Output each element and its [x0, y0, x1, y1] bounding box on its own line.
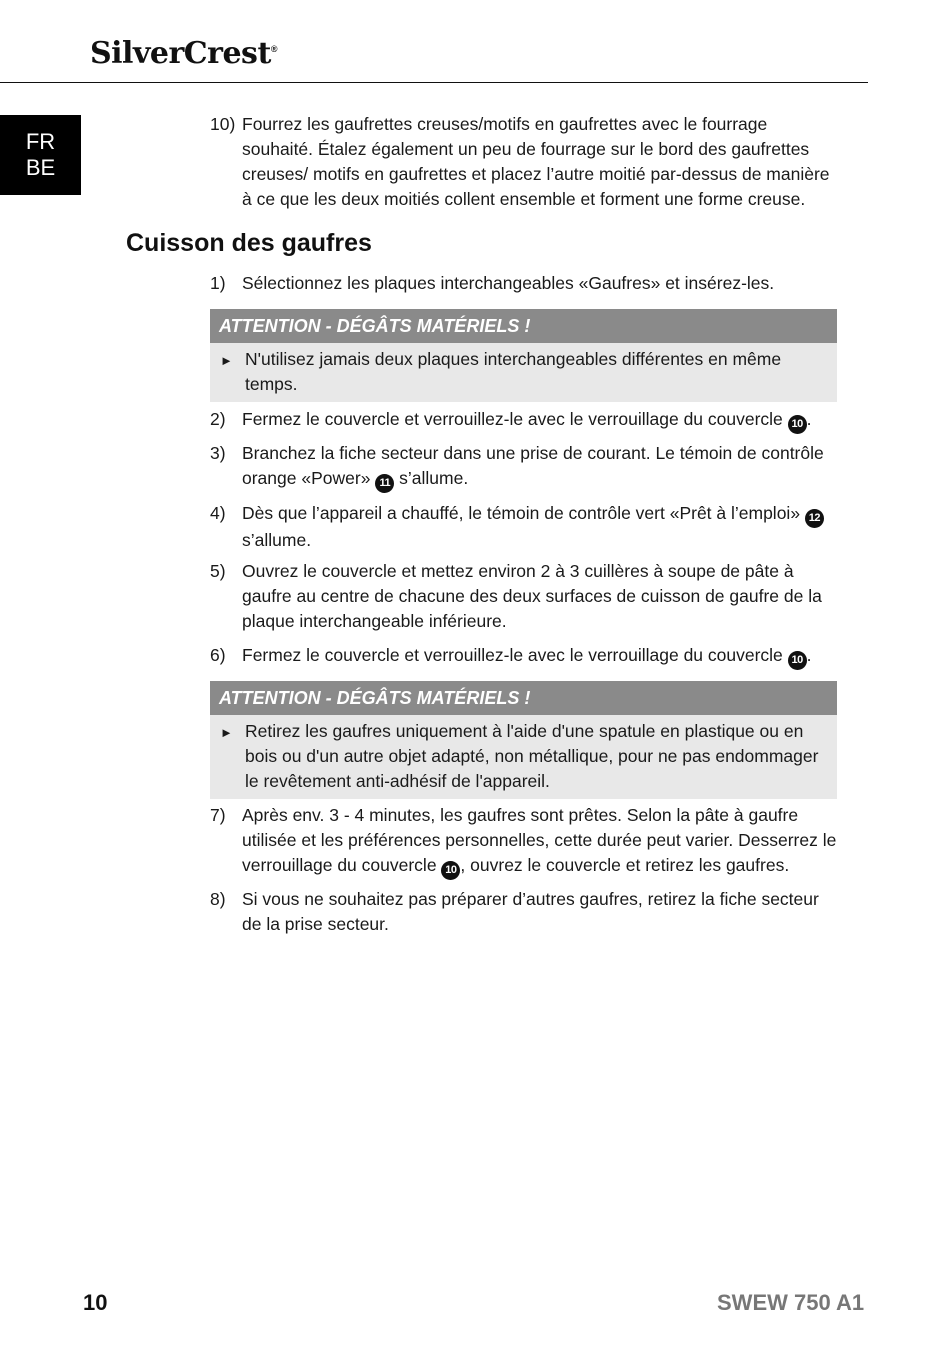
- reference-number-badge: 11: [375, 474, 394, 493]
- step-text-part: .: [806, 645, 812, 665]
- step-text: Ouvrez le couvercle et mettez environ 2 à 3 cuillères à soupe de pâte à gaufre au centre de chacune des deux surfaces de cuisson de gaufre de la plaque interchangeable inférieure.: [242, 561, 822, 631]
- model-number: SWEW 750 A1: [717, 1290, 865, 1315]
- step-text: [242, 501, 840, 553]
- brand-name: SilverCrest: [90, 36, 271, 71]
- bullet-arrow-icon: ►: [220, 353, 233, 368]
- step-number: 2): [210, 409, 226, 429]
- step-5: [210, 559, 840, 634]
- step-number: 10): [210, 114, 236, 134]
- reference-number-badge: 12: [805, 509, 824, 528]
- step-text-part: , ouvrez le couvercle et retirez les gaufres.: [460, 855, 790, 875]
- bullet-arrow-icon: ►: [220, 725, 233, 740]
- warning-body: [210, 343, 837, 402]
- step-7: [210, 803, 840, 880]
- step-6: [210, 643, 840, 670]
- language-tab: [0, 115, 81, 195]
- step-text: [242, 803, 840, 880]
- step-number: 7): [210, 805, 226, 825]
- step-text-part: Dès que l’appareil a chauffé, le témoin de contrôle vert «Prêt à l’emploi»: [242, 503, 805, 523]
- warning-body: [210, 715, 837, 799]
- reference-number-badge: 10: [788, 415, 807, 434]
- step-number: 1): [210, 273, 226, 293]
- warning-text: Retirez les gaufres uniquement à l'aide d'une spatule en plastique ou en bois ou d'un autre objet adapté, non métallique, pour ne pas endommager le revêtement anti-adhésif de l'appareil.: [245, 721, 819, 791]
- warning-box: [210, 681, 837, 799]
- step-text-part: Après env. 3 - 4 minutes, les gaufres sont prêtes. Selon la pâte à gaufre utilisée et les préférences personnelles, cette durée peut varier. Desserrez le verrouillage du couvercle: [242, 805, 837, 875]
- brand-logo: [90, 36, 277, 71]
- header-divider: [0, 82, 868, 83]
- step-text-part: Fermez le couvercle et verrouillez-le avec le verrouillage du couvercle: [242, 645, 788, 665]
- step-text-part: s’allume.: [242, 530, 312, 550]
- section-title: Cuisson des gaufres: [126, 229, 372, 257]
- step-number: 8): [210, 889, 226, 909]
- reference-number-badge: 10: [788, 651, 807, 670]
- step-3: [210, 441, 840, 493]
- step-number: 3): [210, 443, 226, 463]
- step-text: Sélectionnez les plaques interchangeables «Gaufres» et insérez-les.: [242, 273, 775, 293]
- step-number: 4): [210, 503, 226, 523]
- warning-text: N'utilisez jamais deux plaques interchangeables différentes en même temps.: [245, 349, 782, 394]
- step-10: [210, 112, 840, 212]
- lang-fr: FR: [25, 129, 56, 154]
- warning-title: ATTENTION - DÉGÂTS MATÉRIELS !: [210, 309, 837, 343]
- warning-box: [210, 309, 837, 402]
- step-text-part: Fermez le couvercle et verrouillez-le avec le verrouillage du couvercle: [242, 409, 788, 429]
- step-text: Fourrez les gaufrettes creuses/motifs en gaufrettes avec le fourrage souhaité. Étalez également un peu de fourrage sur le bord des gaufrettes creuses/ motifs en gaufrettes et placez l’autre moitié par-dessus de manière à ce que les deux moitiés collent ensemble et forment une forme creuse.: [242, 114, 830, 209]
- step-text: [242, 407, 840, 434]
- step-text-part: .: [806, 409, 812, 429]
- page-number: 10: [83, 1290, 108, 1315]
- step-8: [210, 887, 840, 937]
- step-text: [242, 643, 840, 670]
- step-text: [242, 441, 840, 493]
- step-text-part: s’allume.: [394, 468, 469, 488]
- step-1: [210, 271, 840, 296]
- step-text-part: Branchez la fiche secteur dans une prise de courant. Le témoin de contrôle orange «Power»: [242, 443, 824, 488]
- warning-title: ATTENTION - DÉGÂTS MATÉRIELS !: [210, 681, 837, 715]
- step-number: 6): [210, 645, 226, 665]
- lang-be: BE: [25, 155, 56, 180]
- reference-number-badge: 10: [441, 861, 460, 880]
- step-2: [210, 407, 840, 434]
- step-4: [210, 501, 840, 553]
- registered-mark: ®: [270, 44, 277, 54]
- step-number: 5): [210, 561, 226, 581]
- step-text: Si vous ne souhaitez pas préparer d’autres gaufres, retirez la fiche secteur de la prise secteur.: [242, 889, 819, 934]
